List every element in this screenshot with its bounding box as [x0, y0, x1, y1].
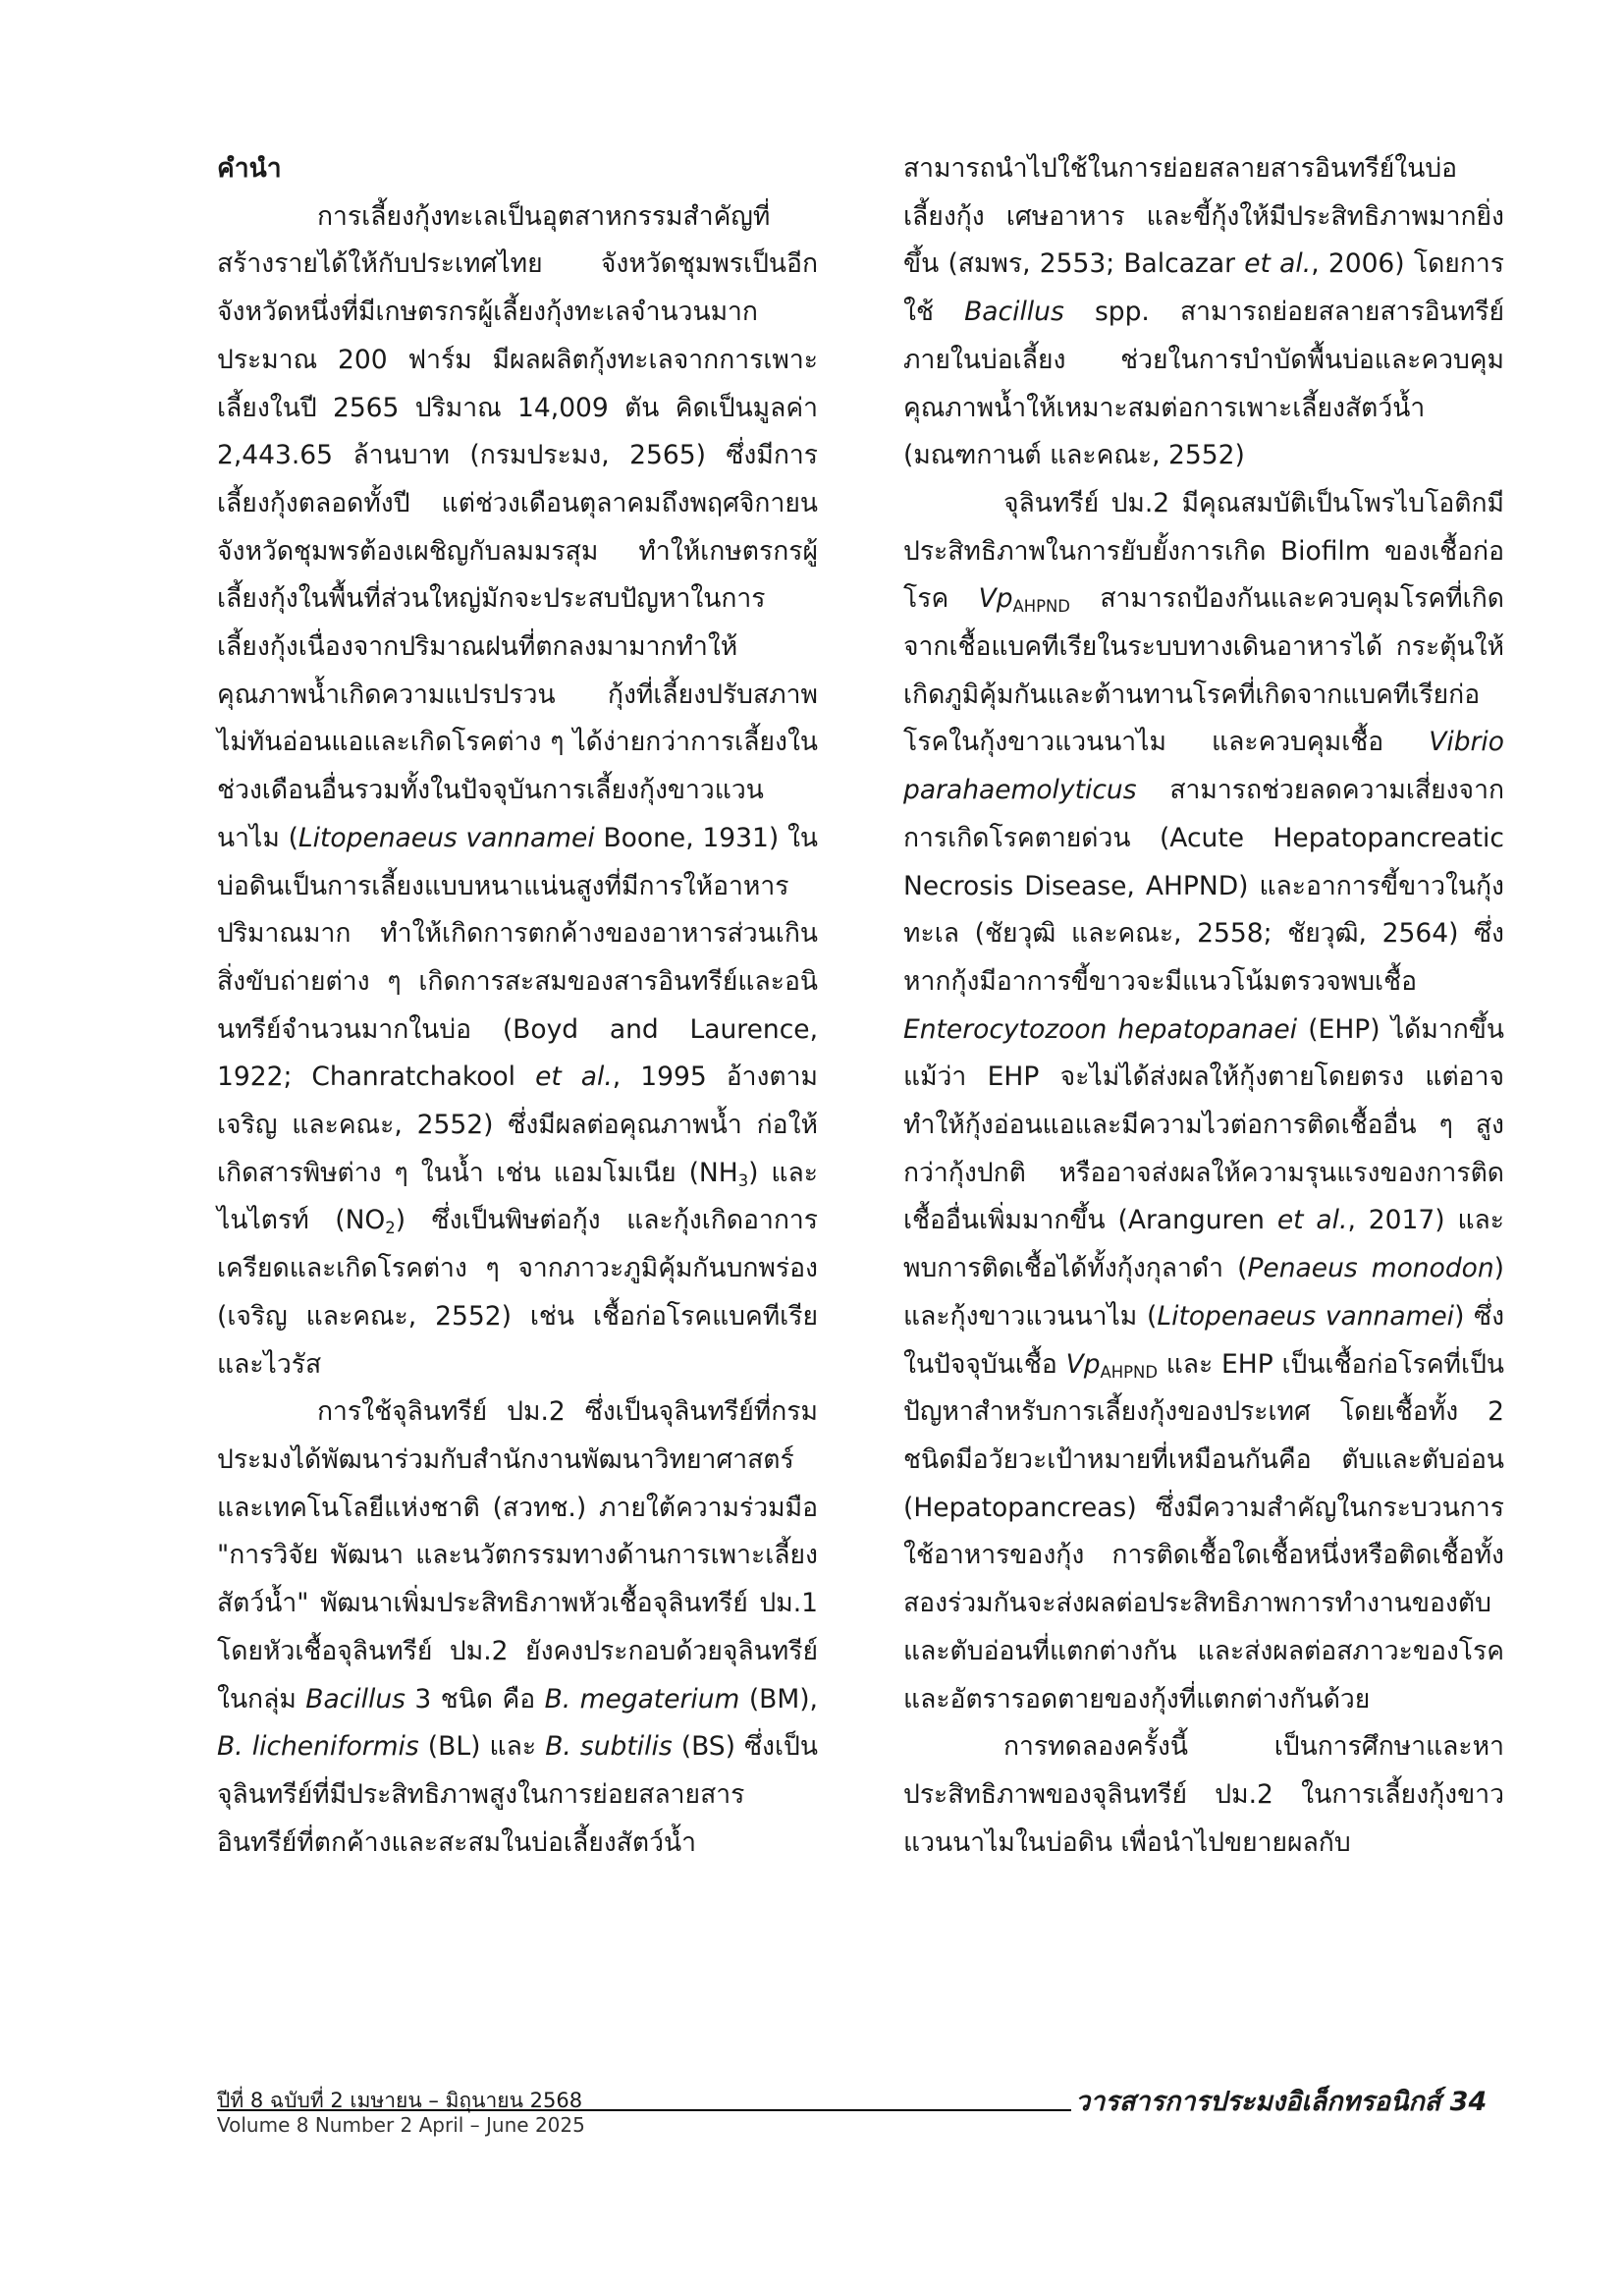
intro-paragraph-2: การใช้จุลินทรีย์ ปม.2 ซึ่งเป็นจุลินทรีย์ที่กรมประมงได้พัฒนาร่วมกับสำนักงานพัฒนาวิทยาศาสตร์และเทคโนโลยีแห่งชาติ (สวทช.) ภายใต้ความร่วมมือ "การวิจัย พัฒนา และนวัตกรรมทางด้านการเพาะเลี้ยงสัตว์น้ำ" พัฒนาเพิ่มประสิทธิภาพหัวเชื้อจุลินทรีย์ ปม.1 โดยหัวเชื้อจุลินทรีย์ ปม.2 ยังคงประกอบด้วยจุลินทรีย์ในกลุ่ม Bacillus 3 ชนิด คือ B. megaterium (BM), B. licheniformis (BL) และ B. subtilis (BS) ซึ่งเป็นจุลินทรีย์ที่มีประสิทธิภาพสูงในการย่อยสลายสารอินทรีย์ที่ตกค้างและสะสมในบ่อเลี้ยงสัตว์น้ำ [217, 1396, 818, 1858]
right-column [903, 145, 1504, 1867]
left-column [217, 145, 818, 1867]
footer-journal-title [1075, 2080, 1487, 2122]
page-number: 34 [1449, 2087, 1488, 2117]
intro-paragraph-3: จุลินทรีย์ ปม.2 มีคุณสมบัติเป็นโพรไบโอติกมีประสิทธิภาพในการยับยั้งการเกิด Biofilm ของเชื้อก่อโรค $Vp_{AHPND}$ สามารถป้องกันและควบคุมโรคที่เกิดจากเชื้อแบคทีเรียในระบบทางเดินอาหารได้ กระตุ้นให้เกิดภูมิคุ้มกันและต้านทานโรคที่เกิดจากแบคทีเรียก่อโรคในกุ้งขาวแวนนาไม และควบคุมเชื้อ Vibrio parahaemolyticus สามารถช่วยลดความเสี่ยงจากการเกิดโรคตายด่วน (Acute Hepatopancreatic Necrosis Disease, AHPND) และอาการขี้ขาวในกุ้งทะเล (ชัยวุฒิ และคณะ, 2558; ชัยวุฒิ, 2564) ซึ่งหากกุ้งมีอาการขี้ขาวจะมีแนวโน้มตรวจพบเชื้อ Enterocytozoon hepatopanaei (EHP) ได้มากขึ้น แม้ว่า EHP จะไม่ได้ส่งผลให้กุ้งตายโดยตรง แต่อาจทำให้กุ้งอ่อนแอและมีความไวต่อการติดเชื้ออื่น ๆ สูงกว่ากุ้งปกติ หรืออาจส่งผลให้ความรุนแรงของการติดเชื้ออื่นเพิ่มมากขึ้น (Aranguren et al., 2017) และพบการติดเชื้อได้ทั้งกุ้งกุลาดำ (Penaeus monodon) และกุ้งขาวแวนนาไม (Litopenaeus vannamei) ซึ่งในปัจจุบันเชื้อ $Vp_{AHPND}$ และ EHP เป็นเชื้อก่อโรคที่เป็นปัญหาสำหรับการเลี้ยงกุ้งของประเทศ โดยเชื้อทั้ง 2 ชนิดมีอวัยวะเป้าหมายที่เหมือนกันคือ ตับและตับอ่อน (Hepatopancreas) ซึ่งมีความสำคัญในกระบวนการใช้อาหารของกุ้ง การติดเชื้อใดเชื้อหนึ่งหรือติดเชื้อทั้งสองร่วมกันจะส่งผลต่อประสิทธิภาพการทำงานของตับและตับอ่อนที่แตกต่างกัน และส่งผลต่อสภาวะของโรคและอัตรารอดตายของกุ้งที่แตกต่างกันด้วย [903, 487, 1505, 1714]
footer-divider [217, 2109, 1071, 2111]
intro-paragraph-1: การเลี้ยงกุ้งทะเลเป็นอุตสาหกรรมสำคัญที่สร้างรายได้ให้กับประเทศไทย จังหวัดชุมพรเป็นอีกจังหวัดหนึ่งที่มีเกษตรกรผู้เลี้ยงกุ้งทะเลจำนวนมาก ประมาณ 200 ฟาร์ม มีผลผลิตกุ้งทะเลจากการเพาะเลี้ยงในปี 2565 ปริมาณ 14,009 ตัน คิดเป็นมูลค่า 2,443.65 ล้านบาท (กรมประมง, 2565) ซึ่งมีการเลี้ยงกุ้งตลอดทั้งปี แต่ช่วงเดือนตุลาคมถึงพฤศจิกายนจังหวัดชุมพรต้องเผชิญกับลมมรสุม ทำให้เกษตรกรผู้เลี้ยงกุ้งในพื้นที่ส่วนใหญ่มักจะประสบปัญหาในการเลี้ยงกุ้งเนื่องจากปริมาณฝนที่ตกลงมามากทำให้คุณภาพน้ำเกิดความแปรปรวน กุ้งที่เลี้ยงปรับสภาพไม่ทันอ่อนแอและเกิดโรคต่าง ๆ ได้ง่ายกว่าการเลี้ยงในช่วงเดือนอื่นรวมทั้งในปัจจุบันการเลี้ยงกุ้งขาวแวนนาไม (Litopenaeus vannamei Boone, 1931) ในบ่อดินเป็นการเลี้ยงแบบหนาแน่นสูงที่มีการให้อาหารปริมาณมาก ทำให้เกิดการตกค้างของอาหารส่วนเกิน สิ่งขับถ่ายต่าง ๆ เกิดการสะสมของสารอินทรีย์และอนินทรีย์จำนวนมากในบ่อ (Boyd and Laurence, 1922; Chanratchakool et al., 1995 อ้างตาม เจริญ และคณะ, 2552) ซึ่งมีผลต่อคุณภาพน้ำ ก่อให้เกิดสารพิษต่าง ๆ ในน้ำ เช่น แอมโมเนีย $(NH_3)$ และไนไตรท์ $(NO_2)$ ซึ่งเป็นพิษต่อกุ้ง และกุ้งเกิดอาการเครียดและเกิดโรคต่าง ๆ จากภาวะภูมิคุ้มกันบกพร่อง (เจริญ และคณะ, 2552) เช่น เชื้อก่อโรคแบคทีเรีย และไวรัส [217, 200, 819, 1380]
footer-issue-english: Volume 8 Number 2 April – June 2025 [217, 2113, 585, 2137]
intro-paragraph-2-continued: สามารถนำไปใช้ในการย่อยสลายสารอินทรีย์ในบ่อเลี้ยงกุ้ง เศษอาหาร และขี้กุ้งให้มีประสิทธิภาพมากยิ่งขึ้น (สมพร, 2553; Balcazar et al., 2006) โดยการใช้ Bacillus spp. สามารถย่อยสลายสารอินทรีย์ภายในบ่อเลี้ยง ช่วยในการบำบัดพื้นบ่อและควบคุมคุณภาพน้ำให้เหมาะสมต่อการเพาะเลี้ยงสัตว์น้ำ (มณฑกานต์ และคณะ, 2552) [903, 153, 1504, 471]
footer-issue-thai: ปีที่ 8 ฉบับที่ 2 เมษายน – มิถุนายน 2568 [217, 2089, 583, 2112]
intro-paragraph-4: การทดลองครั้งนี้ เป็นการศึกษาและหาประสิทธิภาพของจุลินทรีย์ ปม.2 ในการเลี้ยงกุ้งขาวแวนนาไมในบ่อดิน เพื่อนำไปขยายผลกับ [903, 1731, 1504, 1858]
journal-name: วารสารการประมงอิเล็กทรอนิกส์ [1075, 2087, 1441, 2117]
section-heading: คำนำ [217, 153, 282, 184]
